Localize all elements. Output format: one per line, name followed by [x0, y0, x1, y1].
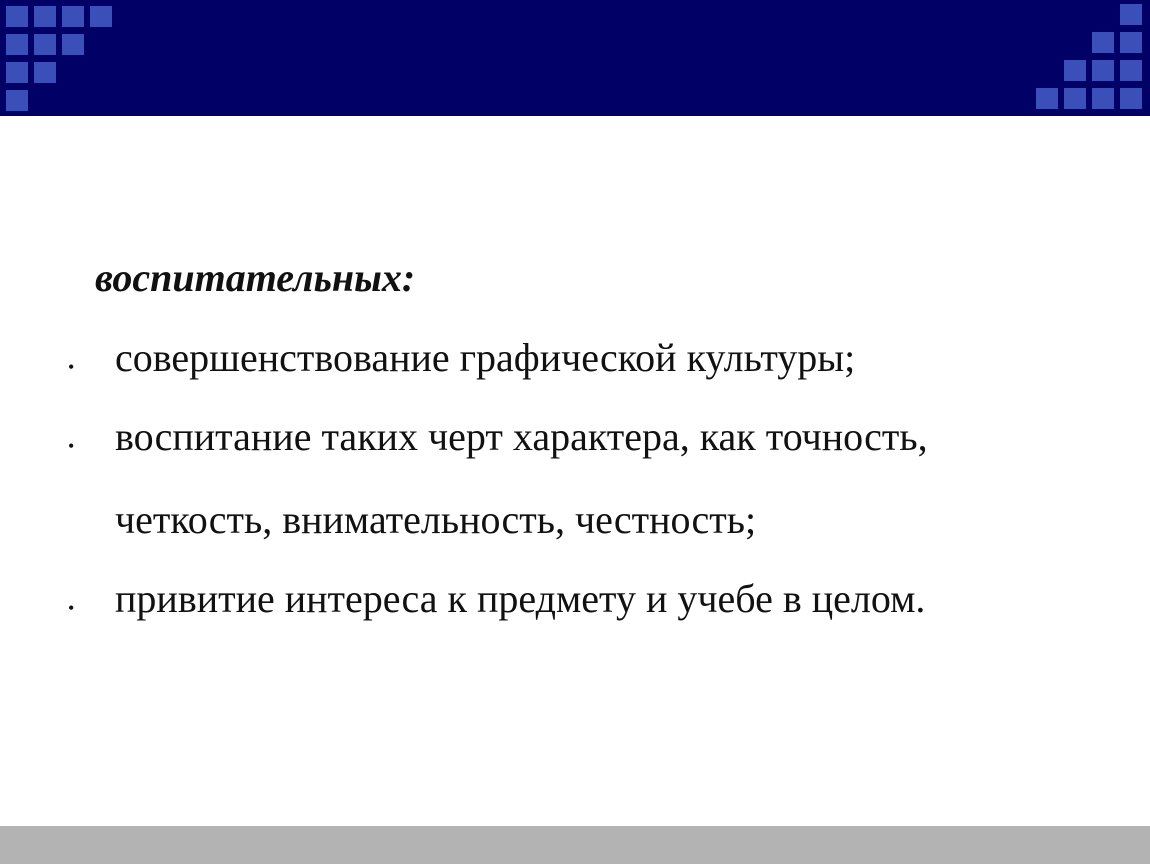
- bullet-marker: •: [68, 436, 75, 456]
- footer-band: [0, 826, 1150, 864]
- bullet-item-text: привитие интереса к предмету и учебе в целом.: [115, 576, 926, 621]
- slide-heading: воспитательных:: [95, 255, 416, 300]
- bullet-marker: •: [68, 598, 75, 618]
- bullet-item-text: воспитание таких черт характера, как точность,: [115, 414, 928, 459]
- bullet-item-text-continuation: четкость, внимательность, честность;: [115, 497, 757, 542]
- bullet-item-text: совершенствование графической культуры;: [115, 335, 856, 380]
- bullet-marker: •: [68, 357, 75, 377]
